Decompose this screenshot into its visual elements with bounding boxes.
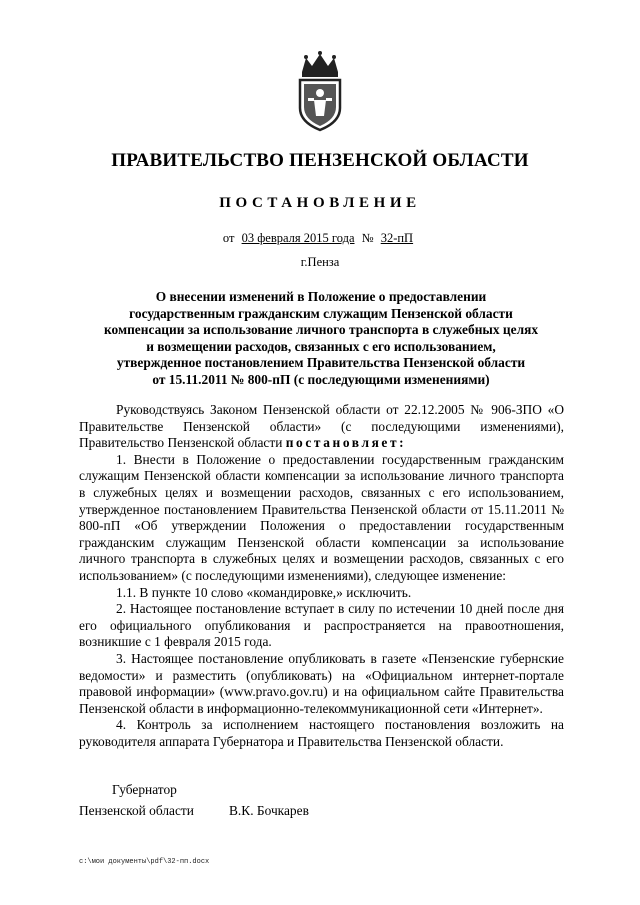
date-prefix: от (222, 231, 235, 245)
resolves-word: постановляет: (285, 435, 407, 451)
paragraph-4: 4. Контроль за исполнением настоящего постановления возложить на руководителя аппарата Губернатора и Правительства Пензенской области. (79, 717, 564, 749)
subject-line: О внесении изменений в Положение о предоставлении (155, 289, 487, 304)
paragraph-3: 3. Настоящее постановление опубликовать в газете «Пензенские губернские ведомости» и разместить (опубликовать) на «Официальном интернет-портале правовой информации» (www.pravo.gov.ru) и на официальном сайте Правительства Пензенской области в информационно-телекоммуникационной сети «Интернет». (79, 650, 564, 716)
number-sign: № (361, 231, 374, 245)
date-number-line (0, 231, 640, 246)
subject-line: от 15.11.2011 № 800-пП (с последующими изменениями) (152, 371, 490, 387)
paragraph-1-1: 1.1. В пункте 10 слово «командировке,» исключить. (116, 584, 412, 600)
document-subject (82, 289, 560, 389)
file-path-footer: c:\мои документы\pdf\32-пп.docx (79, 858, 210, 866)
signatory-region: Пензенской области (79, 803, 194, 818)
subject-line: и возмещении расходов, связанных с его использованием, (146, 338, 496, 354)
document-type: ПОСТАНОВЛЕНИЕ (219, 195, 421, 211)
subject-line: компенсации за использование личного транспорта в служебных целях (103, 322, 539, 338)
signatory-name: В.К. Бочкарев (229, 803, 309, 818)
document-date: 03 февраля 2015 года (241, 231, 355, 245)
preamble-text: Руководствуясь Законом Пензенской области от 22.12.2005 № 906-ЗПО «О Правительстве Пензенской области» (с последующими изменениями), Правительство Пензенской области (79, 402, 564, 451)
signatory-title: Губернатор (112, 782, 177, 797)
paragraph-1: 1. Внести в Положение о предоставлении государственным гражданским служащим Пензенской области компенсации за использование личного транспорта в служебных целях и возмещении расходов, связанных с его использованием, утвержденное постановлением Правительства Пензенской области от 15.11.2011 № 800-пП «Об утверждении Положения о предоставлении государственным гражданским служащим Пензенской области компенсации за использование личного транспорта в служебных целях и возмещении расходов, связанных с его использованием» (с последующими изменениями), следующее изменение: (79, 451, 564, 583)
coat-of-arms-emblem (290, 50, 350, 132)
subject-line: государственным гражданским служащим Пензенской области (129, 305, 513, 321)
subject-line: утвержденное постановлением Правительства Пензенской области (116, 355, 526, 371)
paragraph-2: 2. Настоящее постановление вступает в силу по истечении 10 дней после дня его официального опубликования и распространяется на правоотношения, возникшие с 1 февраля 2015 года. (79, 601, 564, 650)
document-body (79, 402, 564, 750)
preamble-paragraph (79, 402, 564, 452)
document-number: 32-пП (380, 231, 414, 245)
city: г.Пенза (300, 255, 340, 269)
government-title: ПРАВИТЕЛЬСТВО ПЕНЗЕНСКОЙ ОБЛАСТИ (111, 150, 529, 171)
